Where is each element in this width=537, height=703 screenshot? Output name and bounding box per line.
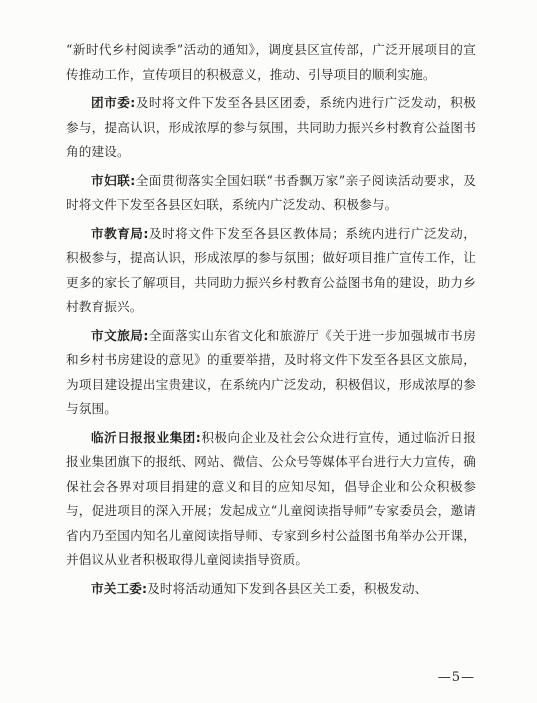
paragraph-lead: 临沂日报报业集团: [91,429,201,445]
paragraph-lead: 市文旅局: [91,327,149,343]
paragraph-daily-news-group [66,426,476,573]
paragraph-culture-tourism-bureau [66,324,476,422]
paragraph-text: 积极向企业及社会公众进行宣传，通过临沂日报报业集团旗下的报纸、网站、微信、公众号等媒体平台进行大力宣传，确保社会各界对项目捐建的意义和目的应知尽知，倡导企业和公众积极参与，促进项目的深入开展；发起成立“儿童阅读指导师”专家委员会，邀请省内乃至国内知名儿童阅读指导师、专家到乡村公益图书角举办公开课，并倡议从业者积极取得儿童阅读指导资质。 [66,429,476,567]
paragraph-lead: 市教育局: [91,225,149,241]
paragraph-notice-continuation [66,38,476,87]
paragraph-care-committee [66,577,476,602]
paragraph-text: 全面贯彻落实全国妇联“书香飘万家”亲子阅读活动要求，及时将文件下发至各县区妇联，系统内广泛发动、积极参与。 [66,172,476,212]
paragraph-lead: 团市委: [91,95,136,110]
paragraph-text: 及时将文件下发至各县区教体局；系统内进行广泛发动，积极参与，提高认识，形成浓厚的参与氛围；做好项目推广宣传工作，让更多的家长了解项目，共同助力振兴乡村教育公益图书角的建设，助力乡村教育振兴。 [66,225,476,314]
paragraph-lead: 市妇联: [91,172,136,188]
paragraph-text: 及时将文件下发至各县区团委，系统内进行广泛发动，积极参与，提高认识，形成浓厚的参与氛围，共同助力振兴乡村教育公益图书角的建设。 [66,95,476,159]
paragraph-education-bureau [66,222,476,320]
paragraph-youth-league [66,91,476,165]
paragraph-lead: 市关工委: [91,580,148,596]
paragraph-text: 及时将活动通知下发到各县区关工委，积极发动、 [147,580,428,596]
paragraph-womens-federation [66,169,476,218]
page-number: —5— [437,670,475,685]
paragraph-text: 全面落实山东省文化和旅游厅《关于进一步加强城市书房和乡村书房建设的意见》的重要举措，及时将文件下发至各县区文旅局，为项目建设提出宝贵建议，在系统内广泛发动，积极倡议，形成浓厚的参与氛围。 [66,327,476,416]
paragraph-text: “新时代乡村阅读季”活动的通知》，调度县区宣传部，广泛开展项目的宣传推动工作，宣传项目的积极意义，推动、引导项目的顺利实施。 [66,42,476,82]
document-body [66,38,476,605]
